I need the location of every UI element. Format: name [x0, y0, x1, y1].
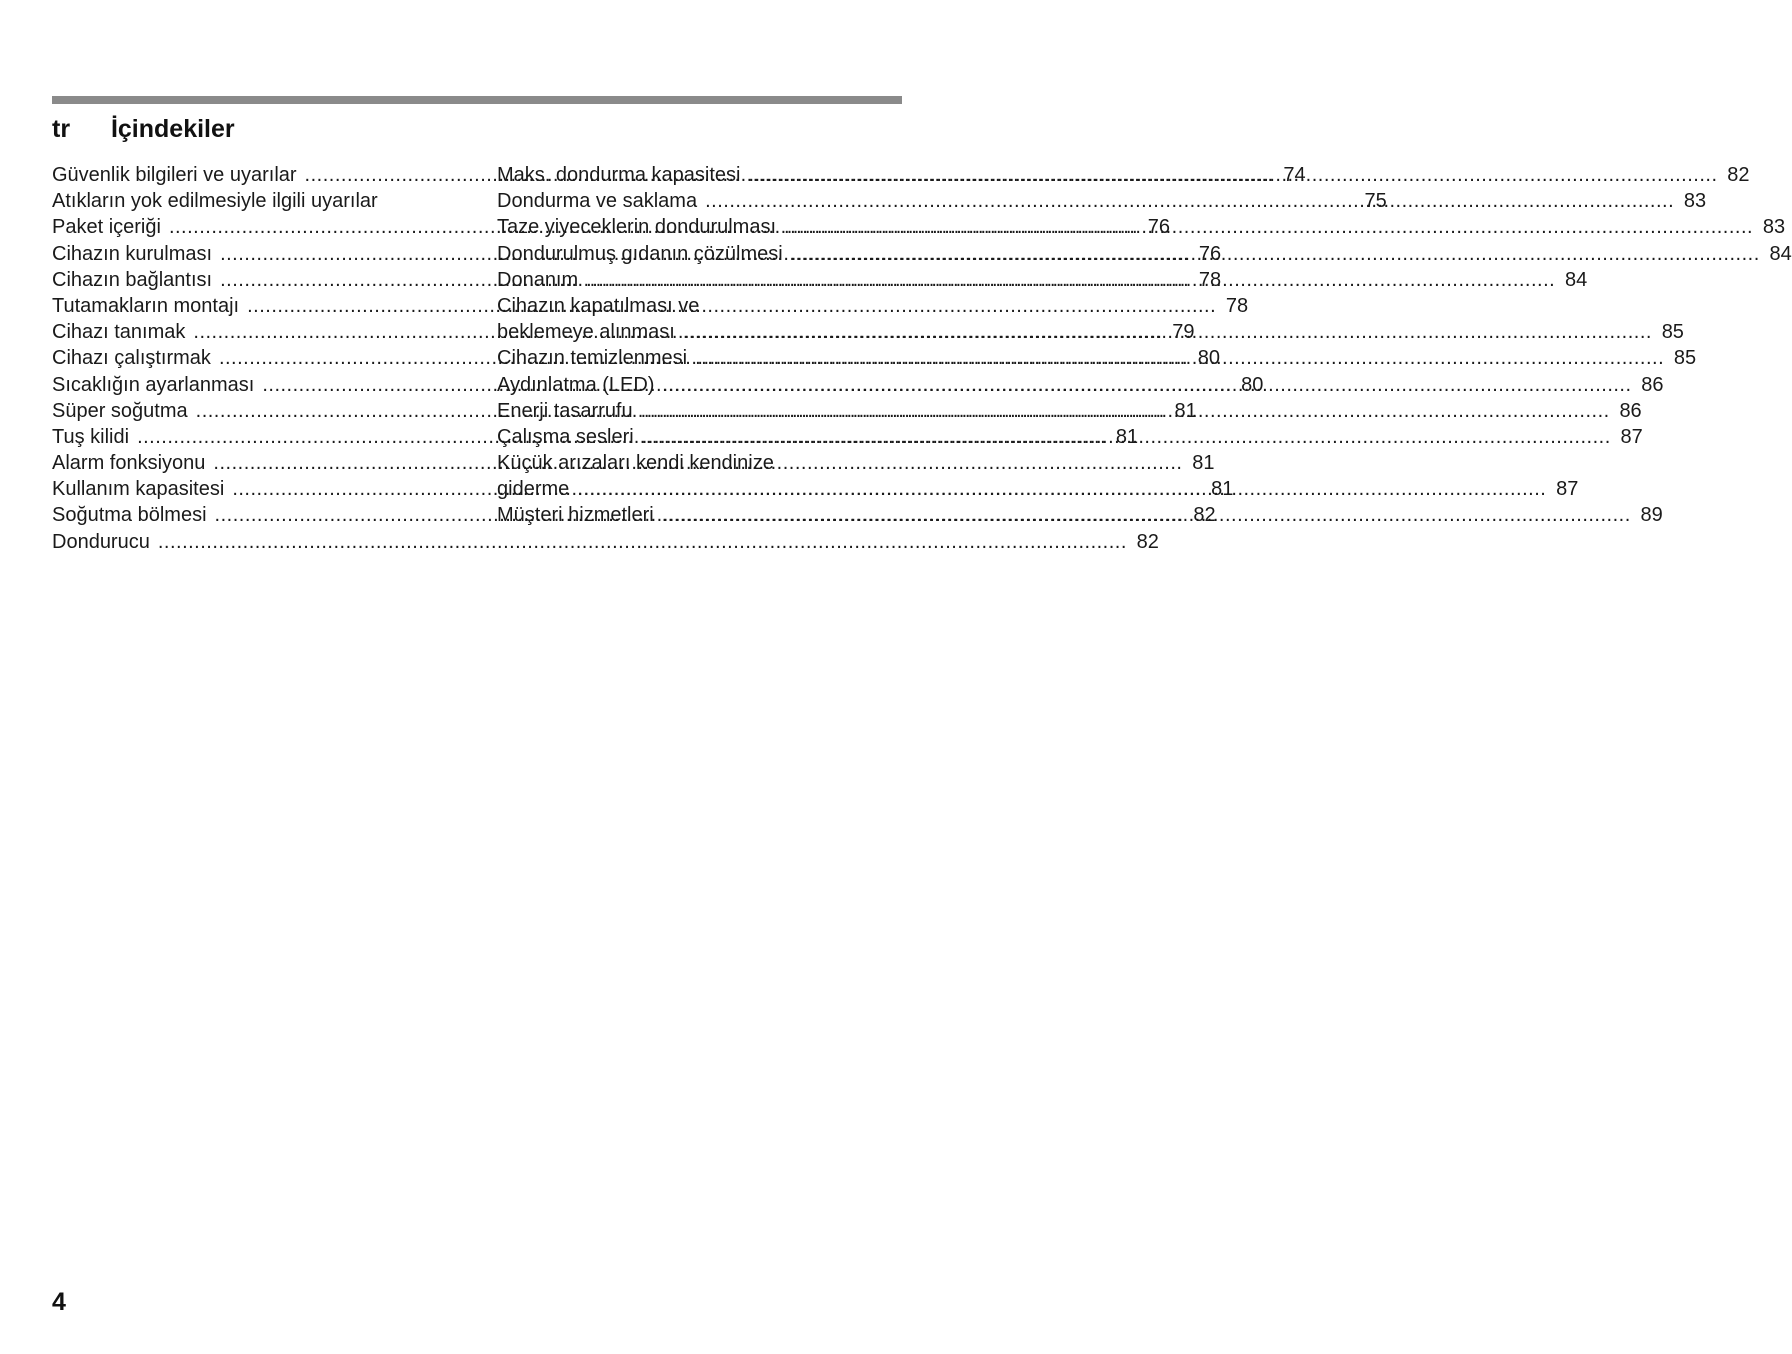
toc-entry-page: 82 [1193, 504, 1216, 527]
toc-entry-page: 81 [1115, 425, 1139, 448]
toc-entry-title: Tuş kilidi [52, 425, 130, 448]
toc-entry-title: Çalışma sesleri [497, 425, 634, 448]
toc-entry[interactable] [497, 293, 896, 319]
page-title: İçindekiler [110, 115, 235, 143]
toc-entry-title: Cihazın kurulması [52, 242, 213, 265]
top-rule [52, 96, 902, 104]
toc-entry-page: 82 [1136, 530, 1159, 553]
toc-entry-title: Aydınlatma (LED) [497, 373, 655, 396]
toc-entry-page: 76 [1198, 242, 1222, 265]
toc-entry-title: Atıkların yok edilmesiyle ilgili uyarılar [52, 190, 378, 213]
toc-entry-title: Sıcaklığın ayarlanması [52, 373, 255, 396]
toc-entry-title: Maks. dondurma kapasitesi [497, 164, 741, 186]
toc-entry-page: 80 [1197, 347, 1220, 370]
toc-entry-page: 79 [1172, 321, 1195, 344]
language-code: tr [52, 115, 71, 143]
toc-entry-title: Süper soğutma [52, 399, 188, 422]
toc-leader-dots [586, 267, 1555, 293]
toc-entry-page: 78 [1198, 268, 1222, 291]
toc-entry-title: Cihazın kapatılması ve [497, 294, 700, 317]
toc-entry-title: giderme [497, 478, 570, 501]
toc-entry-title: Cihazın bağlantısı [52, 268, 213, 291]
toc-entry-title: Müşteri hizmetleri [497, 504, 654, 527]
toc-entry-title: Küçük arızaları kendi kendinize [497, 452, 774, 475]
toc-entry-title: Cihazın temizlenmesi [497, 347, 688, 370]
toc-entry-title: Dondurma ve saklama [497, 190, 698, 213]
toc-entry-title: Alarm fonksiyonu [52, 452, 206, 475]
toc-entry-page: 83 [1762, 216, 1786, 239]
toc-leader-dots [705, 188, 1674, 214]
toc-entry-title: Cihazı çalıştırmak [52, 347, 211, 370]
toc-entry-page: 85 [1673, 347, 1697, 370]
toc-entry-page: 81 [1192, 452, 1215, 475]
toc-leader-dots [784, 214, 1753, 240]
toc-entry-title: Dondurucu [52, 530, 150, 553]
toc-entry-page: 87 [1620, 425, 1643, 448]
toc-leader-dots [158, 529, 1127, 555]
toc-entry-page: 81 [1211, 478, 1234, 501]
toc-entry-title: Cihazı tanımak [52, 321, 186, 344]
toc-leader-dots [791, 241, 1760, 267]
toc-leader-dots [662, 372, 1631, 398]
toc-entry-page: 86 [1619, 399, 1642, 422]
toc-entry-title: Taze yiyeceklerin dondurulması [497, 216, 777, 239]
toc-entry-page: 87 [1556, 478, 1579, 501]
page-number: 4 [52, 1288, 66, 1316]
toc-entry-page: 86 [1641, 373, 1664, 396]
toc-entry-page: 81 [1174, 399, 1197, 422]
toc-entry-page: 78 [1225, 294, 1249, 317]
toc-entry-page: 84 [1564, 268, 1588, 291]
toc-entry-title: Güvenlik bilgileri ve uyarılar [52, 164, 297, 186]
toc-entry-title: Kullanım kapasitesi [52, 478, 225, 501]
toc-entry-page: 85 [1661, 321, 1684, 344]
toc-entry-title: Donanım [497, 268, 579, 291]
toc-entry-page: 89 [1640, 504, 1663, 527]
toc-entry-title: Dondurulmuş gıdanın çözülmesi [497, 242, 783, 265]
section-heading [52, 114, 235, 144]
toc-entry-title: Paket içeriği [52, 216, 161, 239]
toc-entry-page: 76 [1147, 216, 1170, 239]
toc-entry-page: 84 [1769, 242, 1792, 265]
toc-entry-page: 75 [1364, 190, 1387, 213]
toc-entry-title: beklemeye alınması [497, 321, 675, 344]
toc-entry-title: Soğutma bölmesi [52, 504, 207, 527]
toc-leader-dots [695, 345, 1664, 371]
toc-leader-dots [641, 398, 1610, 424]
toc-entry[interactable] [497, 450, 896, 476]
toc-entry-page: 80 [1241, 373, 1264, 396]
toc-leader-dots [642, 424, 1611, 450]
toc-leader-dots [683, 319, 1652, 345]
toc-entry-title: Tutamakların montajı [52, 294, 240, 317]
toc-entry-page: 82 [1727, 164, 1750, 186]
toc-leader-dots [662, 502, 1631, 528]
toc-leader-dots [577, 476, 1546, 502]
toc-entry-page: 83 [1683, 190, 1707, 213]
toc-entry[interactable] [52, 529, 1159, 555]
toc-entry-page: 74 [1283, 164, 1306, 186]
toc-leader-dots [748, 162, 1717, 188]
toc-entry-title: Enerji tasarrufu [497, 399, 633, 422]
